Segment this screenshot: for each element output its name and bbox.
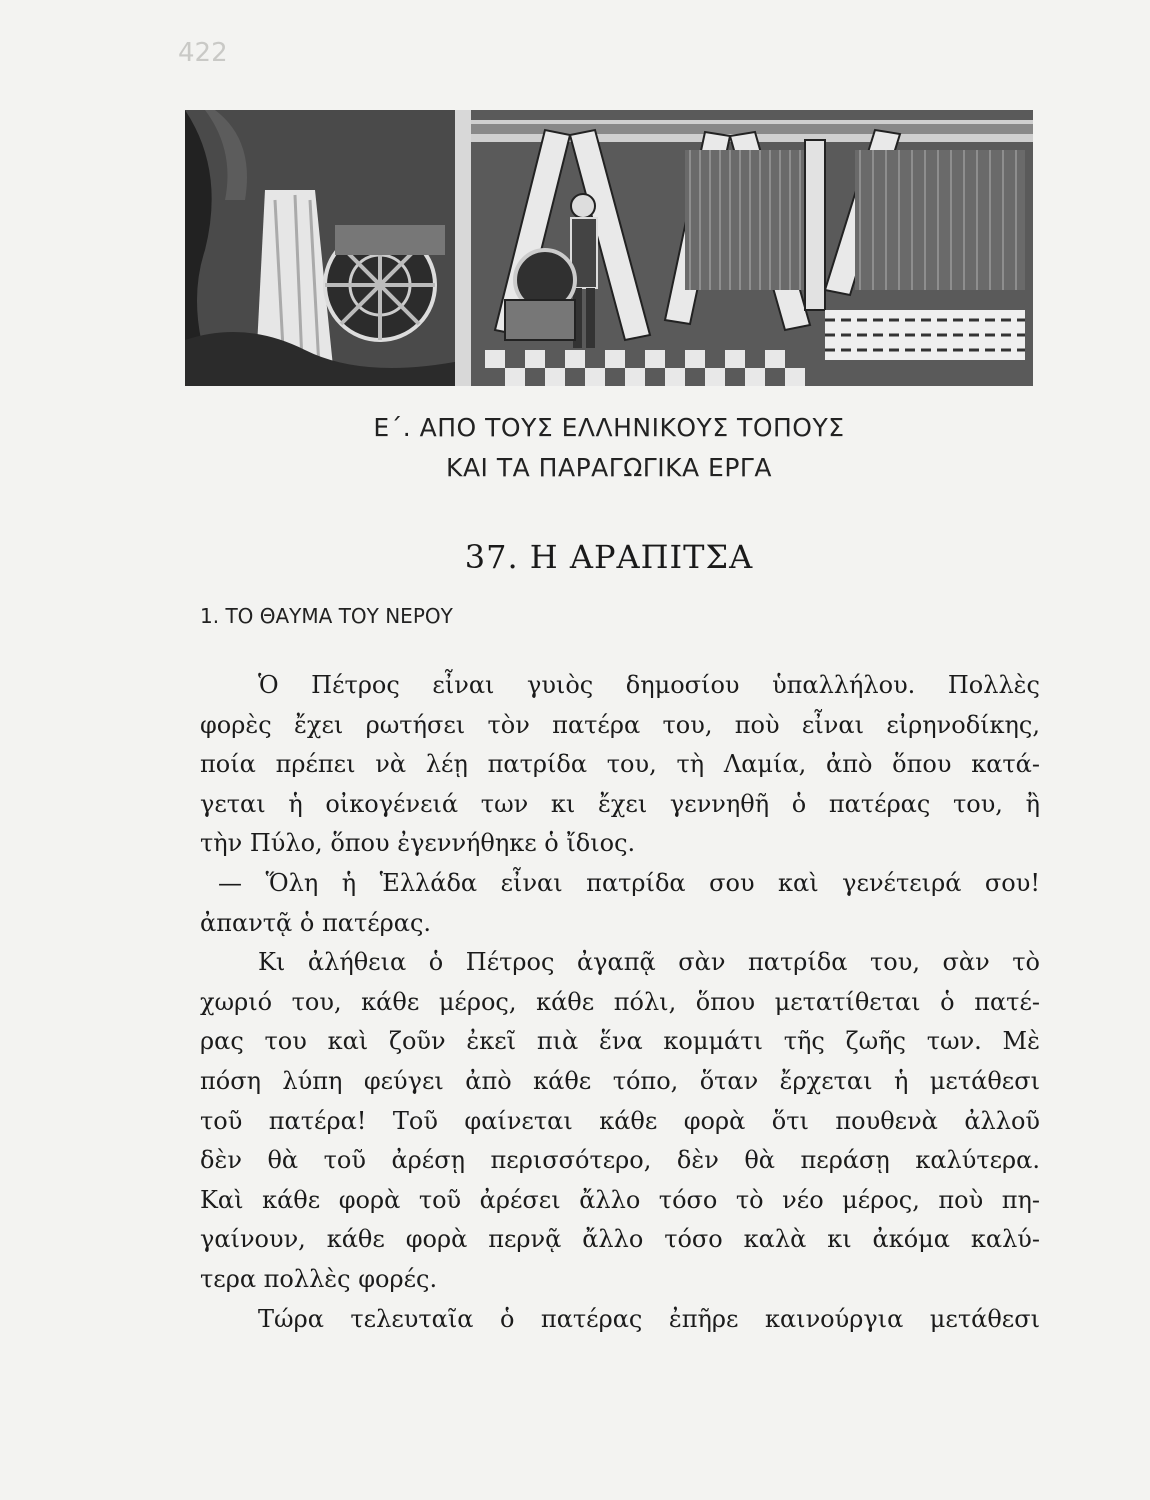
subsection-title: 1. ΤΟ ΘΑΥΜΑ ΤΟΥ ΝΕΡΟΥ: [200, 604, 453, 628]
body-text: [200, 666, 1040, 1339]
text-line: τοῦ πατέρα! Τοῦ φαίνεται κάθε φορὰ ὅτι πουθενὰ ἀλλοῦ: [200, 1106, 1040, 1135]
factory-scene: [471, 110, 1033, 386]
text-line: ρας του καὶ ζοῦν ἐκεῖ πιὰ ἕνα κομμάτι τῆς ζωῆς των. Μὲ: [200, 1027, 1040, 1056]
header-illustration: [185, 110, 1033, 386]
section-heading-line1: Ε΄. ΑΠΟ ΤΟΥΣ ΕΛΛΗΝΙΚΟΥΣ ΤΟΠΟΥΣ: [373, 413, 845, 442]
page-number: 422: [178, 38, 228, 68]
text-line: ἀπαντᾷ ὁ πατέρας.: [200, 908, 432, 937]
text-line: Τώρα τελευταῖα ὁ πατέρας ἐπῆρε καινούργια μετάθεσι: [258, 1304, 1040, 1333]
text-line: τερα πολλὲς φορές.: [200, 1264, 438, 1293]
text-line: γεται ἡ οἰκογένειά των κι ἔχει γεννηθῆ ὁ πατέρας του, ἢ: [200, 789, 1040, 818]
text-line: γαίνουν, κάθε φορὰ περνᾷ ἄλλο τόσο καλὰ κι ἀκόμα καλύ-: [200, 1225, 1040, 1254]
text-line: χωριό του, κάθε μέρος, κάθε πόλι, ὅπου μετατίθεται ὁ πατέ-: [200, 987, 1040, 1016]
text-line: — Ὅλη ἡ Ἑλλάδα εἶναι πατρίδα σου καὶ γενέτειρά σου!: [218, 868, 1040, 897]
waterfall-scene: [185, 110, 465, 386]
text-line: Κι ἀλήθεια ὁ Πέτρος ἀγαπᾷ σὰν πατρίδα του, σὰν τὸ: [258, 948, 1040, 977]
text-line: τὴν Πύλο, ὅπου ἐγεννήθηκε ὁ ἴδιος.: [200, 829, 636, 858]
chapter-title: 37. Η ΑΡΑΠΙΤΣΑ: [464, 538, 754, 576]
text-line: Καὶ κάθε φορὰ τοῦ ἀρέσει ἄλλο τόσο τὸ νέο μέρος, ποὺ πη-: [200, 1185, 1040, 1214]
text-line: φορὲς ἔχει ρωτήσει τὸν πατέρα του, ποὺ εἶναι εἰρηνοδίκης,: [200, 710, 1040, 739]
text-line: δὲν θὰ τοῦ ἀρέσῃ περισσότερο, δὲν θὰ περάσῃ καλύτερα.: [200, 1146, 1040, 1175]
text-line: ποία πρέπει νὰ λέῃ πατρίδα του, τὴ Λαμία, ἀπὸ ὅπου κατά-: [200, 750, 1040, 779]
text-line: Ὁ Πέτρος εἶναι γυιὸς δημοσίου ὑπαλλήλου. Πολλὲς: [258, 671, 1040, 699]
text-line: πόση λύπη φεύγει ἀπὸ κάθε τόπο, ὅταν ἔρχεται ἡ μετάθεσι: [200, 1066, 1040, 1095]
section-heading-line2: ΚΑΙ ΤΑ ΠΑΡΑΓΩΓΙΚΑ ΕΡΓΑ: [446, 453, 772, 482]
